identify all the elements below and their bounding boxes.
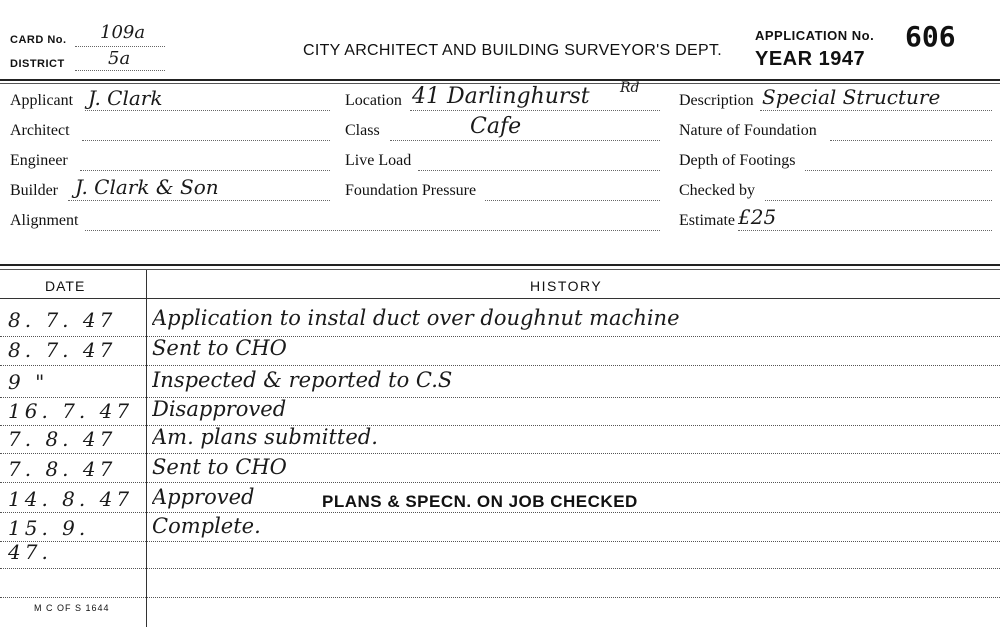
checked-stamp: PLANS & SPECN. ON JOB CHECKED bbox=[322, 492, 638, 511]
alignment-line bbox=[85, 230, 660, 231]
dept-title: CITY ARCHITECT AND BUILDING SURVEYOR'S DEPT. bbox=[303, 42, 723, 59]
district-label: DISTRICT bbox=[10, 58, 65, 70]
builder-label: Builder bbox=[10, 182, 58, 199]
history-entry: Am. plans submitted. bbox=[152, 425, 378, 449]
application-number-value: 606 bbox=[905, 20, 956, 53]
application-number-label: APPLICATION No. bbox=[755, 28, 875, 43]
history-date: 16. 7. 47 bbox=[8, 399, 134, 423]
depth-of-footings-line bbox=[805, 170, 992, 171]
history-entry: Complete. bbox=[152, 514, 261, 538]
estimate-label: Estimate bbox=[679, 212, 735, 229]
history-date: 7. 8. 47 bbox=[8, 457, 117, 481]
history-entry: Disapproved bbox=[152, 397, 287, 421]
fields-divider-inner bbox=[0, 269, 1000, 270]
history-date: 9 " bbox=[8, 370, 49, 394]
alignment-label: Alignment bbox=[10, 212, 79, 229]
description-label: Description bbox=[679, 92, 754, 109]
history-rule bbox=[0, 482, 1000, 483]
applicant-label: Applicant bbox=[10, 92, 74, 109]
nature-of-foundation-label: Nature of Foundation bbox=[679, 122, 817, 139]
foundation-pressure-line bbox=[485, 200, 660, 201]
engineer-line bbox=[80, 170, 330, 171]
applicant-line bbox=[85, 110, 330, 111]
class-label: Class bbox=[345, 122, 380, 139]
applicant-value: J. Clark bbox=[88, 86, 163, 110]
history-rule bbox=[0, 512, 1000, 513]
location-superscript: Rd bbox=[620, 80, 640, 96]
history-rule bbox=[0, 568, 1000, 569]
history-rule bbox=[0, 597, 1000, 598]
live-load-line bbox=[418, 170, 660, 171]
checked-by-label: Checked by bbox=[679, 182, 755, 199]
history-rule bbox=[0, 541, 1000, 542]
history-date: 15. 9. 47. bbox=[8, 516, 90, 564]
architect-line bbox=[82, 140, 330, 141]
location-value: 41 Darlinghurst bbox=[412, 84, 590, 109]
checked-by-line bbox=[765, 200, 992, 201]
history-entry: Sent to CHO bbox=[152, 455, 287, 479]
print-code: M C OF S 1644 bbox=[34, 603, 110, 613]
description-line bbox=[760, 110, 992, 111]
nature-of-foundation-line bbox=[830, 140, 992, 141]
date-column-header: DATE bbox=[45, 278, 86, 294]
card-number-label: CARD No. bbox=[10, 34, 67, 46]
location-line bbox=[410, 110, 660, 111]
history-header-divider bbox=[0, 298, 1000, 299]
card-number-value: 109a bbox=[100, 22, 146, 43]
district-value: 5a bbox=[108, 48, 131, 69]
year-label: YEAR 1947 bbox=[755, 48, 866, 70]
location-label: Location bbox=[345, 92, 402, 109]
estimate-value: £25 bbox=[738, 205, 777, 229]
engineer-label: Engineer bbox=[10, 152, 68, 169]
district-line bbox=[75, 70, 165, 71]
history-entry: Approved bbox=[152, 485, 255, 509]
description-value: Special Structure bbox=[762, 85, 941, 109]
depth-of-footings-label: Depth of Footings bbox=[679, 152, 796, 169]
header-divider bbox=[0, 79, 1000, 81]
history-date: 7. 8. 47 bbox=[8, 427, 117, 451]
history-rule bbox=[0, 453, 1000, 454]
history-rule bbox=[0, 365, 1000, 366]
history-date: 8. 7. 47 bbox=[8, 338, 117, 362]
builder-line bbox=[68, 200, 330, 201]
history-entry: Application to instal duct over doughnut machine bbox=[152, 306, 680, 330]
builder-value: J. Clark & Son bbox=[75, 175, 219, 199]
history-date: 8. 7. 47 bbox=[8, 308, 117, 332]
foundation-pressure-label: Foundation Pressure bbox=[345, 182, 477, 199]
fields-divider bbox=[0, 264, 1000, 266]
card-number-line bbox=[75, 46, 165, 47]
history-date: 14. 8. 47 bbox=[8, 487, 134, 511]
estimate-line bbox=[738, 230, 992, 231]
history-column-header: HISTORY bbox=[530, 278, 603, 294]
history-entry: Sent to CHO bbox=[152, 336, 287, 360]
column-divider bbox=[146, 270, 147, 627]
live-load-label: Live Load bbox=[345, 152, 412, 169]
class-value: Cafe bbox=[470, 114, 522, 139]
class-line bbox=[390, 140, 660, 141]
history-entry: Inspected & reported to C.S bbox=[152, 368, 453, 392]
architect-label: Architect bbox=[10, 122, 70, 139]
